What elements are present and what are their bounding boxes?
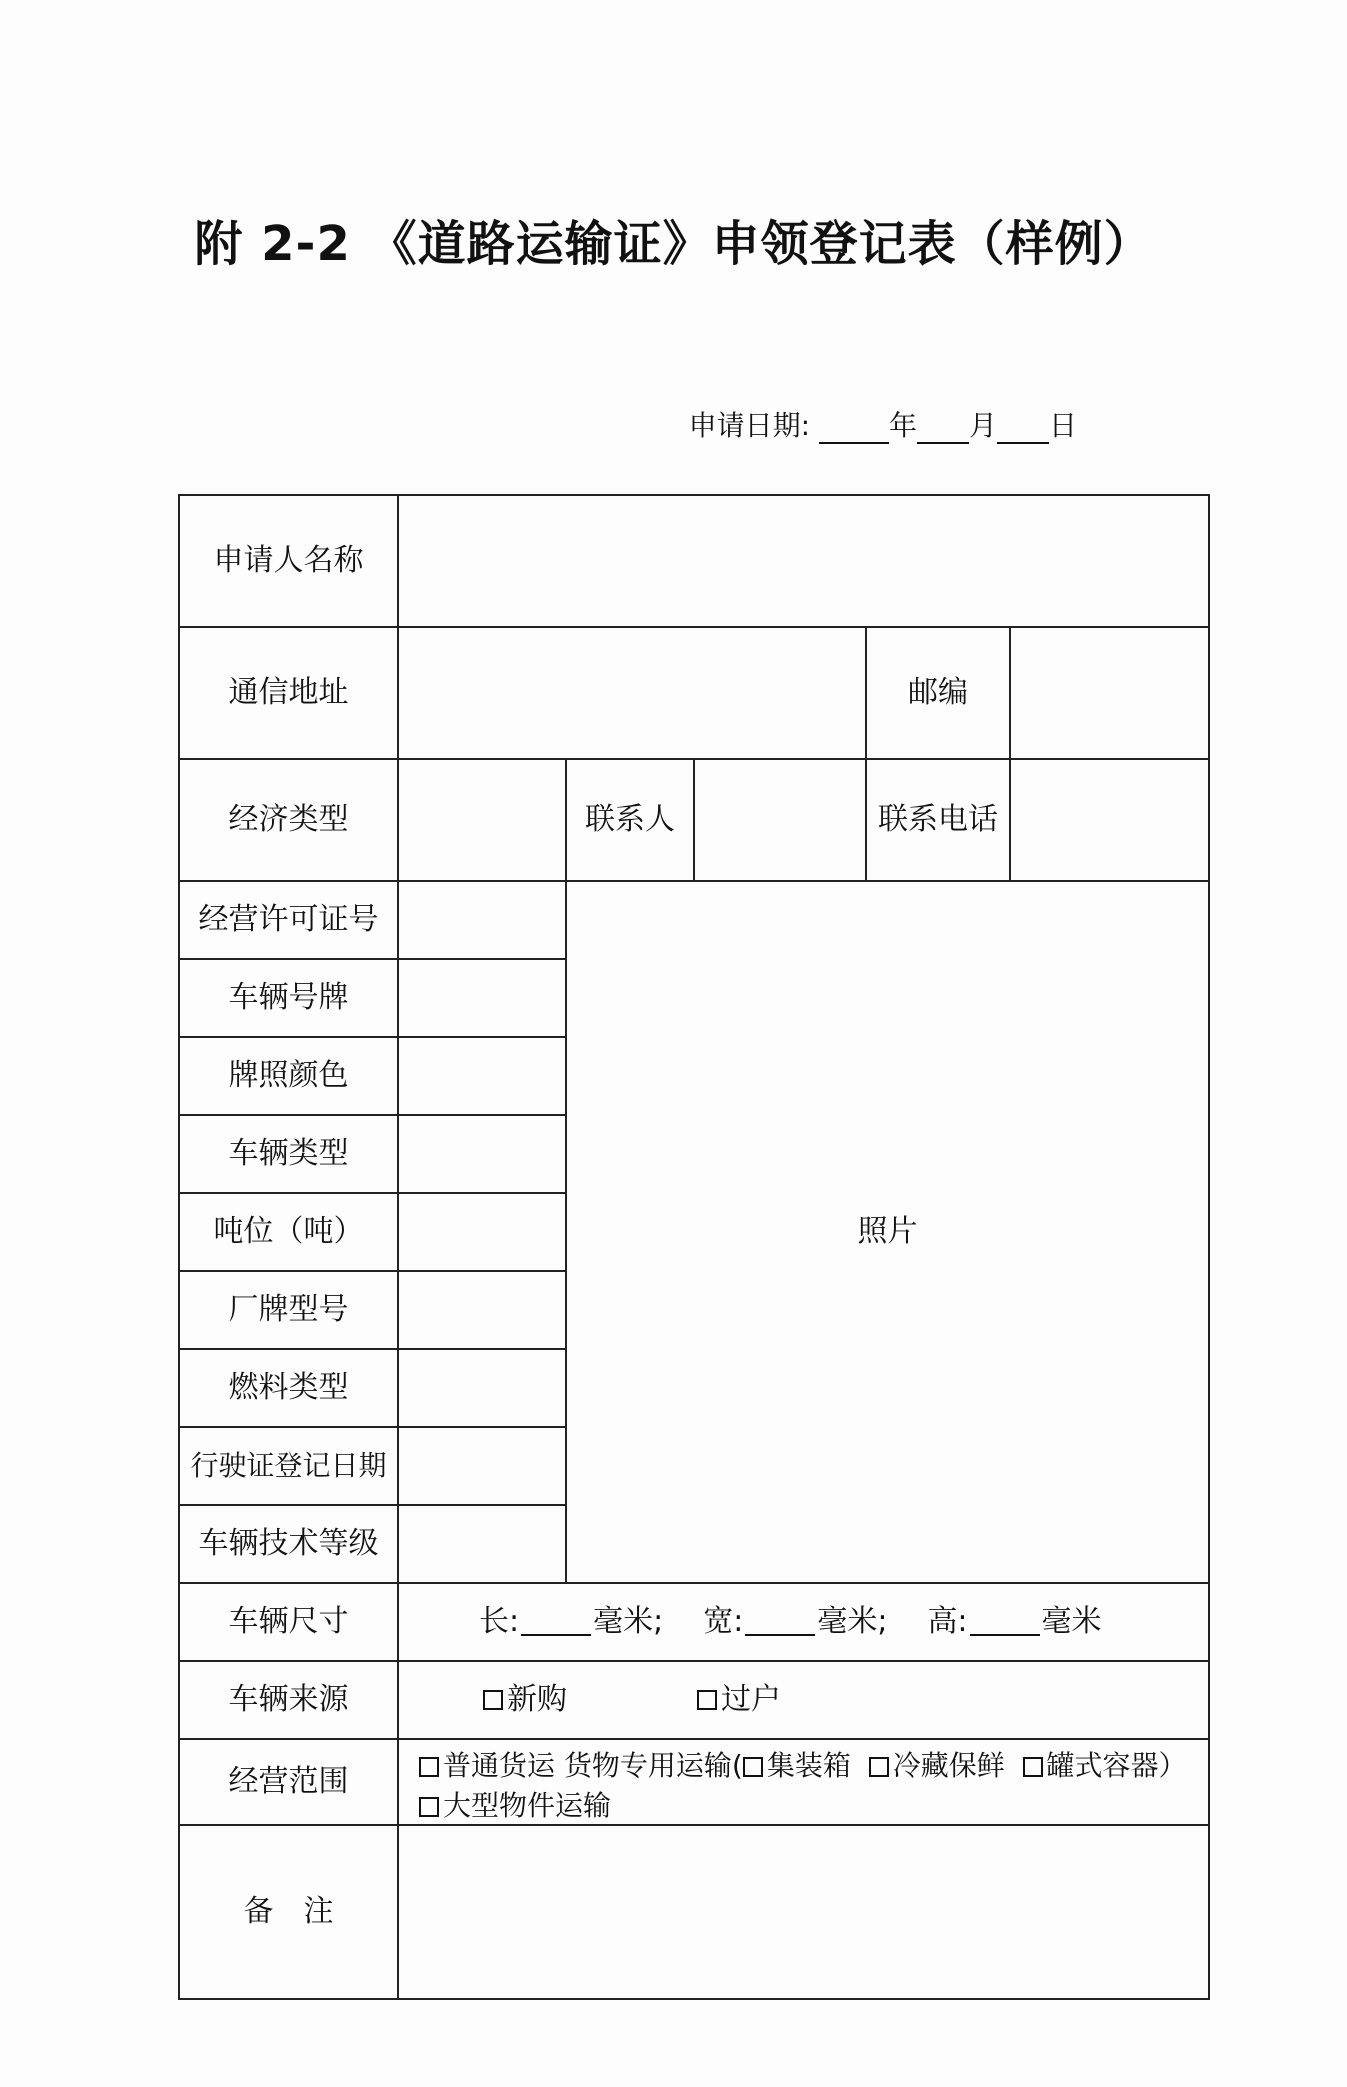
- new-checkbox[interactable]: [483, 1690, 503, 1710]
- fuel-type-label: 燃料类型: [178, 1348, 399, 1428]
- license-no-field[interactable]: [397, 880, 567, 960]
- reg-date-label: 行驶证登记日期: [178, 1426, 399, 1506]
- scope-label: 经营范围: [178, 1738, 399, 1826]
- year-label: 年: [888, 409, 917, 442]
- remarks-label: 备 注: [178, 1824, 399, 2000]
- length-label: 长:: [479, 1604, 520, 1639]
- transfer-checkbox[interactable]: [697, 1690, 717, 1710]
- width-blank[interactable]: [745, 1608, 815, 1636]
- dimensions-field[interactable]: [397, 1582, 1210, 1662]
- plate-no-label: 车辆号牌: [178, 958, 399, 1038]
- vehicle-type-label: 车辆类型: [178, 1114, 399, 1194]
- photo-area[interactable]: [565, 880, 1210, 1584]
- brand-model-label: 厂牌型号: [178, 1270, 399, 1350]
- contact-field[interactable]: [693, 758, 867, 882]
- scope-line-1: [419, 1746, 1208, 1786]
- tech-grade-field[interactable]: [397, 1504, 567, 1584]
- plate-no-field[interactable]: [397, 958, 567, 1038]
- tonnage-label: 吨位（吨）: [178, 1192, 399, 1272]
- general-checkbox[interactable]: [419, 1757, 439, 1777]
- container-option: 集装箱: [766, 1749, 851, 1782]
- fuel-type-field[interactable]: [397, 1348, 567, 1428]
- height-blank[interactable]: [970, 1608, 1040, 1636]
- plate-color-label: 牌照颜色: [178, 1036, 399, 1116]
- general-option: 普通货运: [443, 1749, 556, 1782]
- tank-checkbox[interactable]: [1023, 1757, 1043, 1777]
- scope-line-2: [419, 1786, 1208, 1826]
- width-label: 宽:: [703, 1604, 744, 1639]
- address-field[interactable]: [397, 626, 867, 760]
- length-unit: 毫米;: [593, 1604, 664, 1639]
- reg-date-field[interactable]: [397, 1426, 567, 1506]
- photo-label: 照片: [857, 1214, 918, 1249]
- source-label: 车辆来源: [178, 1660, 399, 1740]
- postcode-label: 邮编: [865, 626, 1011, 760]
- contact-label: 联系人: [565, 758, 695, 882]
- scope-field: [397, 1738, 1210, 1826]
- tech-grade-label: 车辆技术等级: [178, 1504, 399, 1584]
- month-label: 月: [968, 409, 997, 442]
- large-option: 大型物件运输: [443, 1789, 612, 1822]
- brand-model-field[interactable]: [397, 1270, 567, 1350]
- postcode-field[interactable]: [1009, 626, 1210, 760]
- tank-option: 罐式容器）: [1046, 1749, 1187, 1782]
- tonnage-field[interactable]: [397, 1192, 567, 1272]
- day-blank[interactable]: [997, 414, 1049, 444]
- cold-option: 冷藏保鲜: [892, 1749, 1005, 1782]
- date-label: 申请日期:: [688, 409, 811, 442]
- economy-type-field[interactable]: [397, 758, 567, 882]
- year-blank[interactable]: [819, 414, 889, 444]
- page-title: 附 2-2 《道路运输证》申领登记表（样例）: [194, 216, 1153, 272]
- applicant-name-field[interactable]: [397, 494, 1210, 628]
- new-option: 新购: [507, 1682, 567, 1717]
- address-label: 通信地址: [178, 626, 399, 760]
- width-unit: 毫米;: [817, 1604, 888, 1639]
- source-field: [397, 1660, 1210, 1740]
- economy-type-label: 经济类型: [178, 758, 399, 882]
- remarks-field[interactable]: [397, 1824, 1210, 2000]
- length-blank[interactable]: [521, 1608, 591, 1636]
- applicant-name-label: 申请人名称: [178, 494, 399, 628]
- transfer-option: 过户: [721, 1682, 781, 1717]
- day-label: 日: [1048, 409, 1077, 442]
- vehicle-type-field[interactable]: [397, 1114, 567, 1194]
- phone-field[interactable]: [1009, 758, 1210, 882]
- application-date: [689, 404, 1077, 444]
- cold-checkbox[interactable]: [869, 1757, 889, 1777]
- special-prefix: 货物专用运输(: [563, 1749, 743, 1782]
- phone-label: 联系电话: [865, 758, 1011, 882]
- height-unit: 毫米: [1041, 1604, 1102, 1639]
- license-no-label: 经营许可证号: [178, 880, 399, 960]
- height-label: 高:: [927, 1604, 968, 1639]
- large-checkbox[interactable]: [419, 1797, 439, 1817]
- plate-color-field[interactable]: [397, 1036, 567, 1116]
- month-blank[interactable]: [917, 414, 969, 444]
- container-checkbox[interactable]: [743, 1757, 763, 1777]
- dimensions-label: 车辆尺寸: [178, 1582, 399, 1662]
